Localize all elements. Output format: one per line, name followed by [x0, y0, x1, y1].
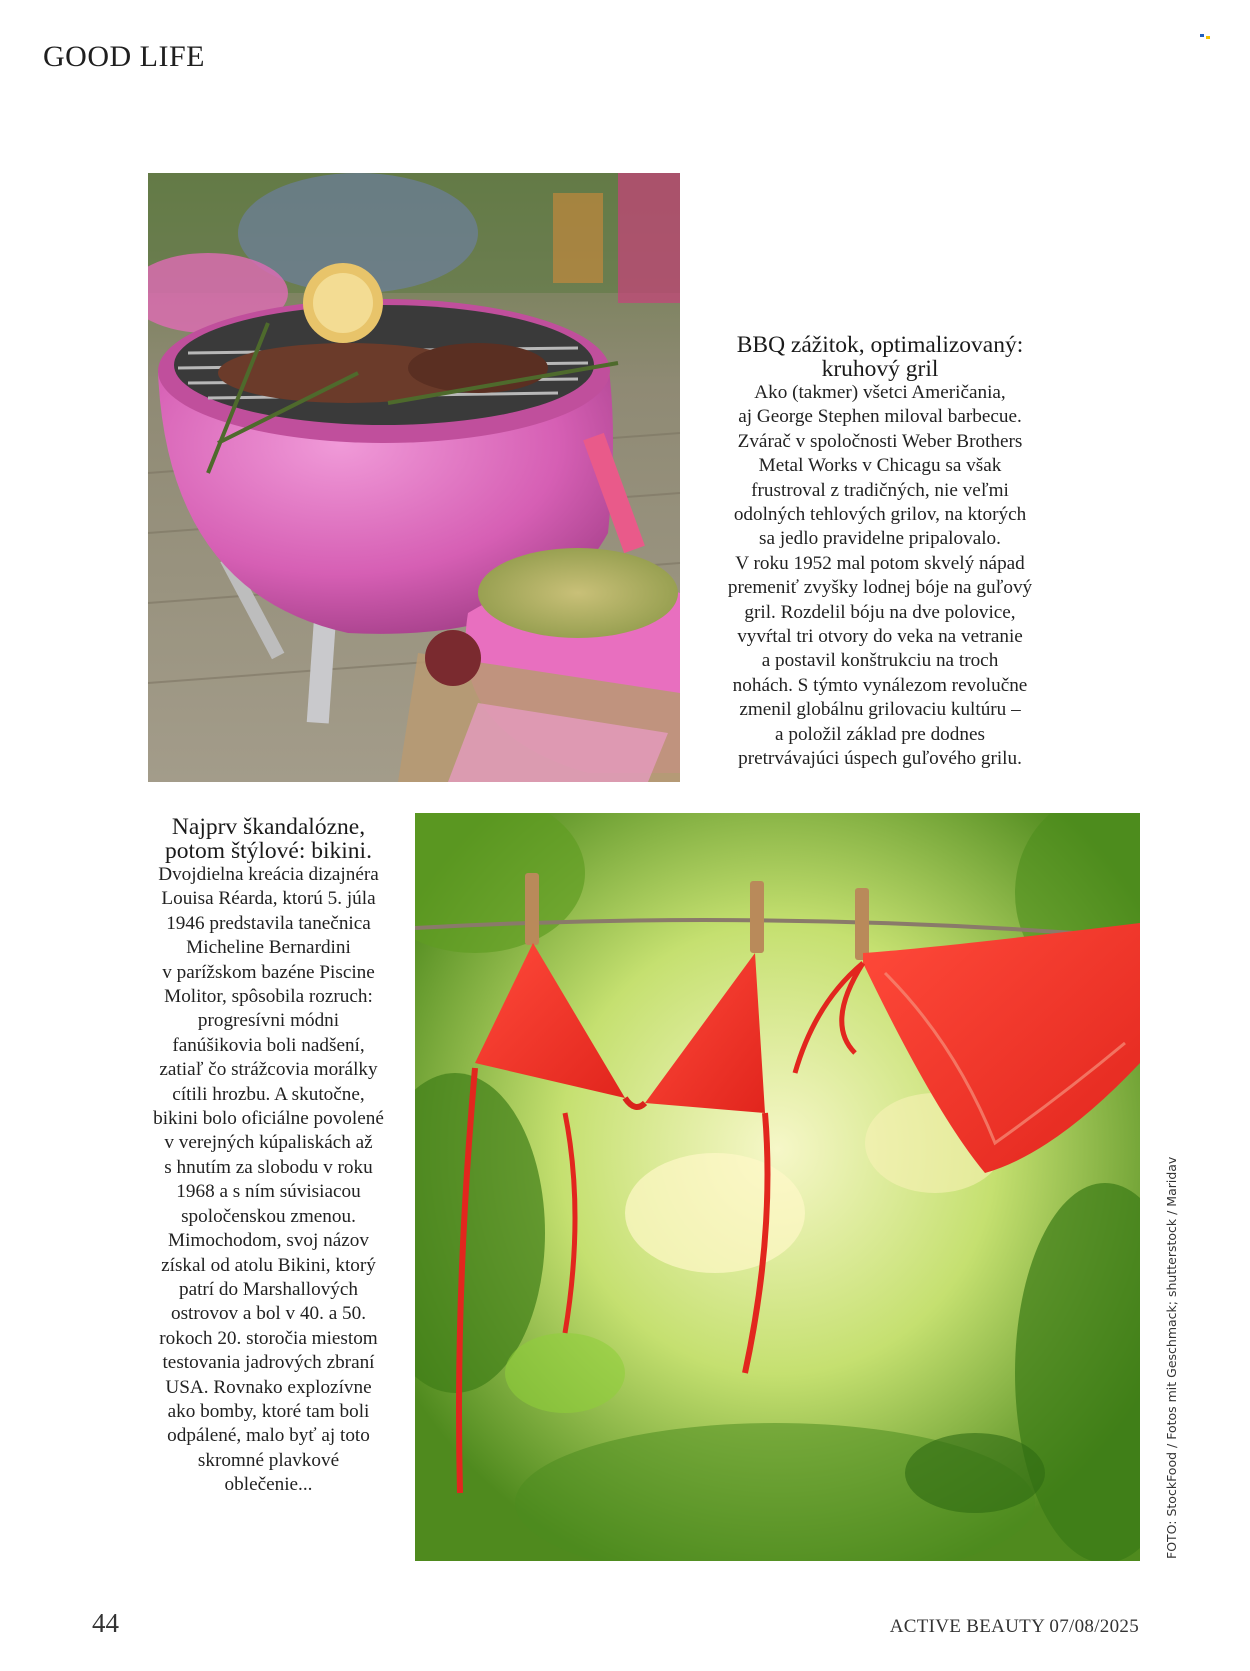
bikini-line: Micheline Bernardini: [186, 937, 351, 959]
bikini-photo: [415, 813, 1140, 1561]
bikini-line: progresívni módni: [197, 1010, 340, 1032]
bbq-article: [695, 333, 1065, 772]
bikini-line: Dvojdielna kreácia dizajnéra: [158, 864, 379, 885]
bikini-title-line2: potom štýlové: bikini.: [165, 838, 372, 864]
bikini-line: patrí do Marshallových: [178, 1278, 359, 1300]
bikini-line: testovania jadrových zbraní: [162, 1352, 375, 1374]
grill-photo-illustration: [148, 173, 680, 782]
bikini-line: získal od atolu Bikini, ktorý: [161, 1254, 376, 1276]
bikini-line: 1968 a s ním súvisiacou: [176, 1181, 361, 1203]
bbq-title-line1: BBQ zážitok, optimalizovaný:: [736, 332, 1024, 358]
bbq-title: [695, 333, 1065, 381]
bikini-line: rokoch 20. storočia miestom: [159, 1327, 378, 1349]
page-number: 44: [92, 1608, 119, 1638]
grill-photo: [148, 173, 680, 782]
bikini-line: spoločenskou zmenou.: [181, 1205, 356, 1227]
bbq-line: sa jedlo pravidelne pripalovalo.: [759, 528, 1001, 550]
bikini-line: ako bomby, ktoré tam boli: [167, 1400, 370, 1422]
bbq-line: V roku 1952 mal potom skvelý nápad: [735, 552, 1025, 574]
bbq-line: a položil základ pre dodnes: [775, 723, 985, 745]
bbq-line: gril. Rozdelil bóju na dve polovice,: [744, 601, 1016, 623]
bikini-title-line1: Najprv škandalózne,: [171, 814, 366, 840]
bikini-line: cítili hrozbu. A skutočne,: [172, 1083, 365, 1105]
bikini-line: ostrovov a bol v 40. a 50.: [170, 1303, 367, 1325]
bikini-line: skromné plavkové: [197, 1449, 340, 1471]
bbq-line: Zvárač v spoločnosti Weber Brothers: [737, 430, 1023, 452]
corner-mark-icon: [1200, 34, 1210, 40]
bikini-photo-illustration: [415, 813, 1140, 1561]
bikini-body: [136, 863, 401, 1498]
bikini-line: oblečenie...: [224, 1474, 313, 1496]
bikini-line: v parížskom bazéne Piscine: [162, 961, 375, 983]
bikini-line: fanúšikovia boli nadšení,: [172, 1034, 365, 1056]
bbq-line: odolných tehlových grilov, na ktorých: [733, 504, 1027, 526]
bbq-line: frustroval z tradičných, nie veľmi: [751, 479, 1009, 501]
bikini-line: odpálené, malo byť aj toto: [167, 1425, 370, 1447]
magazine-footer: ACTIVE BEAUTY 07/08/2025: [889, 1616, 1139, 1637]
bikini-line: USA. Rovnako explozívne: [165, 1376, 372, 1398]
bikini-line: Molitor, spôsobila rozruch:: [164, 986, 373, 1008]
bbq-line: aj George Stephen miloval barbecue.: [738, 406, 1022, 428]
photo-credit: FOTO: StockFood / Fotos mit Geschmack; shutterstock / Maridav: [1164, 1156, 1179, 1559]
bbq-line: nohách. S týmto vynálezom revolučne: [732, 674, 1028, 696]
bikini-line: Mimochodom, svoj názov: [168, 1230, 369, 1252]
bbq-line: a postavil konštrukciu na troch: [761, 650, 999, 672]
bikini-line: bikini bolo oficiálne povolené: [153, 1108, 384, 1130]
bbq-body: [695, 381, 1065, 772]
bbq-line: vyvŕtal tri otvory do veka na vetranie: [737, 626, 1023, 648]
bikini-line: v verejných kúpaliskách až: [164, 1132, 373, 1154]
section-title: GOOD LIFE: [43, 40, 205, 73]
bikini-line: zatiaľ čo strážcovia morálky: [159, 1059, 378, 1081]
bbq-title-line2: kruhový gril: [821, 356, 939, 382]
bikini-line: s hnutím za slobodu v roku: [164, 1156, 373, 1178]
bbq-line: premeniť zvyšky lodnej bóje na guľový: [727, 577, 1033, 599]
bikini-article: [136, 815, 401, 1498]
bbq-line: Ako (takmer) všetci Američania,: [754, 382, 1006, 403]
bikini-title: [136, 815, 401, 863]
bikini-line: 1946 predstavila tanečnica: [166, 912, 371, 934]
bbq-line: pretrvávajúci úspech guľového grilu.: [738, 748, 1022, 770]
bikini-line: Louisa Réarda, ktorú 5. júla: [161, 888, 376, 910]
bbq-line: zmenil globálnu grilovaciu kultúru –: [739, 699, 1021, 721]
bbq-line: Metal Works v Chicagu sa však: [758, 455, 1002, 477]
